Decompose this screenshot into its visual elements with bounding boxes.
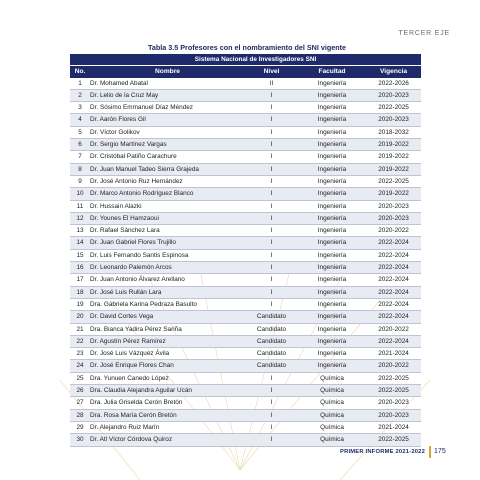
cell-no: 1 (70, 78, 90, 90)
cell-no: 19 (70, 298, 90, 310)
cell-name: Dra. Julia Griselda Cerón Bretón (90, 397, 245, 409)
cell-level: I (245, 286, 298, 298)
table-caption-text: Profesores con el nombramiento del SNI vigente (180, 43, 346, 52)
cell-validity: 2022-2024 (366, 286, 421, 298)
cell-validity: 2019-2022 (366, 188, 421, 200)
cell-faculty: Ingeniería (298, 262, 366, 274)
cell-no: 22 (70, 335, 90, 347)
cell-faculty: Ingeniería (298, 139, 366, 151)
cell-no: 17 (70, 274, 90, 286)
cell-name: Dr. Leonardo Palemón Arcos (90, 262, 245, 274)
cell-faculty: Ingeniería (298, 163, 366, 175)
cell-faculty: Ingeniería (298, 249, 366, 261)
cell-faculty: Ingeniería (298, 225, 366, 237)
cell-name: Dr. Lelio de la Cruz May (90, 89, 245, 101)
cell-level: I (245, 114, 298, 126)
cell-validity: 2020-2022 (366, 323, 421, 335)
sni-table (70, 54, 421, 447)
footer-divider (429, 446, 431, 458)
cell-no: 18 (70, 286, 90, 298)
cell-no: 25 (70, 372, 90, 384)
cell-name: Dr. Víctor Golikov (90, 126, 245, 138)
cell-validity: 2020-2023 (366, 212, 421, 224)
cell-no: 21 (70, 323, 90, 335)
cell-no: 12 (70, 212, 90, 224)
cell-validity: 2021-2024 (366, 348, 421, 360)
column-header-no: No. (70, 66, 90, 78)
cell-no: 15 (70, 249, 90, 261)
cell-faculty: Ingeniería (298, 335, 366, 347)
cell-name: Dr. David Cortes Vega (90, 311, 245, 323)
cell-name: Dr. Juan Manuel Tadeo Sierra Grajeda (90, 163, 245, 175)
table-row (70, 139, 421, 151)
cell-no: 24 (70, 360, 90, 372)
cell-name: Dr. Alejandro Ruiz Marín (90, 421, 245, 433)
cell-faculty: Ingeniería (298, 200, 366, 212)
cell-faculty: Ingeniería (298, 151, 366, 163)
table-caption-label: Tabla 3.5 (148, 43, 179, 52)
table-row (70, 78, 421, 90)
cell-level: II (245, 78, 298, 90)
table-row (70, 126, 421, 138)
table-row (70, 397, 421, 409)
table-row (70, 225, 421, 237)
cell-validity: 2022-2024 (366, 311, 421, 323)
cell-faculty: Ingeniería (298, 114, 366, 126)
cell-faculty: Ingeniería (298, 360, 366, 372)
cell-level: I (245, 89, 298, 101)
cell-faculty: Ingeniería (298, 175, 366, 187)
cell-name: Dr. Aarón Flores Gil (90, 114, 245, 126)
cell-level: I (245, 421, 298, 433)
page-footer (340, 445, 446, 458)
cell-name: Dra. Yunuen Canedo López (90, 372, 245, 384)
cell-validity: 2022-2024 (366, 262, 421, 274)
cell-validity: 2019-2022 (366, 163, 421, 175)
cell-validity: 2020-2023 (366, 114, 421, 126)
column-header-faculty: Facultad (298, 66, 366, 78)
cell-faculty: Ingeniería (298, 274, 366, 286)
cell-no: 4 (70, 114, 90, 126)
cell-validity: 2022-2024 (366, 237, 421, 249)
cell-faculty: Ingeniería (298, 311, 366, 323)
table-row (70, 360, 421, 372)
cell-faculty: Ingeniería (298, 89, 366, 101)
cell-validity: 2022-2025 (366, 385, 421, 397)
table-row (70, 212, 421, 224)
cell-no: 11 (70, 200, 90, 212)
cell-validity: 2020-2023 (366, 89, 421, 101)
table-row (70, 89, 421, 101)
cell-validity: 2018-2032 (366, 126, 421, 138)
cell-validity: 2020-2022 (366, 225, 421, 237)
cell-level: I (245, 262, 298, 274)
cell-validity: 2022-2024 (366, 298, 421, 310)
cell-validity: 2022-2025 (366, 102, 421, 114)
table-row (70, 262, 421, 274)
cell-validity: 2021-2024 (366, 421, 421, 433)
cell-no: 2 (70, 89, 90, 101)
table-row (70, 409, 421, 421)
cell-name: Dr. Sergio Martínez Vargas (90, 139, 245, 151)
cell-name: Dr. Juan Gabriel Flores Trujillo (90, 237, 245, 249)
cell-no: 9 (70, 175, 90, 187)
cell-level: I (245, 237, 298, 249)
cell-no: 29 (70, 421, 90, 433)
cell-name: Dr. José Antonio Ruz Hernández (90, 175, 245, 187)
cell-no: 13 (70, 225, 90, 237)
cell-level: I (245, 434, 298, 446)
cell-no: 27 (70, 397, 90, 409)
cell-level: I (245, 188, 298, 200)
cell-name: Dra. Bianca Yadira Pérez Sariña (90, 323, 245, 335)
cell-validity: 2020-2023 (366, 397, 421, 409)
table-row (70, 237, 421, 249)
cell-level: I (245, 372, 298, 384)
cell-name: Dra. Claudia Alejandra Aguilar Ucán (90, 385, 245, 397)
cell-name: Dr. Younes El Hamzaoui (90, 212, 245, 224)
cell-name: Dr. Cristóbal Patiño Carachure (90, 151, 245, 163)
table-row (70, 385, 421, 397)
cell-level: I (245, 175, 298, 187)
cell-validity: 2022-2025 (366, 372, 421, 384)
table-row (70, 274, 421, 286)
table-row (70, 286, 421, 298)
cell-name: Dr. Sósimo Emmanuel Díaz Méndez (90, 102, 245, 114)
cell-level: I (245, 200, 298, 212)
cell-validity: 2022-2024 (366, 249, 421, 261)
footer-report-label: PRIMER INFORME 2021-2022 (340, 448, 426, 455)
table-row (70, 163, 421, 175)
cell-name: Dr. Marco Antonio Rodríguez Blanco (90, 188, 245, 200)
cell-faculty: Química (298, 385, 366, 397)
cell-level: Candidato (245, 323, 298, 335)
cell-validity: 2022-2025 (366, 434, 421, 446)
cell-name: Dr. Luis Fernando Santis Espinosa (90, 249, 245, 261)
cell-faculty: Química (298, 397, 366, 409)
cell-faculty: Ingeniería (298, 323, 366, 335)
cell-no: 8 (70, 163, 90, 175)
cell-no: 30 (70, 434, 90, 446)
table-row (70, 372, 421, 384)
cell-level: Candidato (245, 360, 298, 372)
cell-name: Dr. Agustín Pérez Ramírez (90, 335, 245, 347)
table-row (70, 114, 421, 126)
table-row (70, 421, 421, 433)
table-row (70, 102, 421, 114)
cell-level: I (245, 298, 298, 310)
cell-level: I (245, 397, 298, 409)
section-label: TERCER EJE (398, 30, 450, 37)
table-band-title: Sistema Nacional de Investigadores SNI (90, 54, 421, 66)
cell-no: 5 (70, 126, 90, 138)
table-row (70, 200, 421, 212)
column-header-level: Nivel (245, 66, 298, 78)
cell-no: 14 (70, 237, 90, 249)
cell-name: Dr. José Luis Vázquez Ávila (90, 348, 245, 360)
cell-validity: 2019-2022 (366, 151, 421, 163)
cell-no: 28 (70, 409, 90, 421)
cell-validity: 2022-2025 (366, 175, 421, 187)
cell-faculty: Química (298, 421, 366, 433)
cell-validity: 2022-2024 (366, 335, 421, 347)
page-number: 175 (434, 448, 446, 455)
cell-level: I (245, 274, 298, 286)
cell-no: 6 (70, 139, 90, 151)
cell-level: I (245, 151, 298, 163)
cell-name: Dr. Mohamed Abatal (90, 78, 245, 90)
cell-level: Candidato (245, 335, 298, 347)
column-header-name: Nombre (90, 66, 245, 78)
cell-name: Dr. Hussain Alazki (90, 200, 245, 212)
table-row (70, 323, 421, 335)
cell-level: I (245, 249, 298, 261)
table-row (70, 249, 421, 261)
cell-level: I (245, 126, 298, 138)
table-row (70, 348, 421, 360)
cell-name: Dra. Rosa María Cerón Bretón (90, 409, 245, 421)
table-caption (70, 43, 480, 52)
cell-faculty: Ingeniería (298, 212, 366, 224)
cell-no: 7 (70, 151, 90, 163)
cell-name: Dr. Atl Víctor Córdova Quiroz (90, 434, 245, 446)
cell-name: Dr. José Enrique Flores Chan (90, 360, 245, 372)
cell-level: I (245, 139, 298, 151)
cell-no: 20 (70, 311, 90, 323)
cell-level: I (245, 163, 298, 175)
cell-no: 26 (70, 385, 90, 397)
cell-level: I (245, 212, 298, 224)
table-body (70, 78, 421, 446)
cell-validity: 2022-2026 (366, 78, 421, 90)
cell-name: Dr. Juan Antonio Álvarez Arellano (90, 274, 245, 286)
cell-faculty: Química (298, 409, 366, 421)
cell-faculty: Ingeniería (298, 348, 366, 360)
cell-validity: 2022-2024 (366, 274, 421, 286)
cell-faculty: Ingeniería (298, 102, 366, 114)
cell-faculty: Ingeniería (298, 126, 366, 138)
table-row (70, 175, 421, 187)
table-row (70, 311, 421, 323)
cell-faculty: Ingeniería (298, 298, 366, 310)
cell-level: I (245, 102, 298, 114)
cell-validity: 2019-2022 (366, 139, 421, 151)
cell-faculty: Ingeniería (298, 188, 366, 200)
cell-no: 3 (70, 102, 90, 114)
table-row (70, 188, 421, 200)
table-row (70, 335, 421, 347)
cell-validity: 2020-2023 (366, 409, 421, 421)
cell-name: Dr. José Luis Rullán Lara (90, 286, 245, 298)
cell-level: I (245, 385, 298, 397)
cell-level: Candidato (245, 311, 298, 323)
cell-no: 10 (70, 188, 90, 200)
table-row (70, 151, 421, 163)
cell-faculty: Ingeniería (298, 78, 366, 90)
table-row (70, 298, 421, 310)
cell-no: 16 (70, 262, 90, 274)
cell-faculty: Química (298, 434, 366, 446)
cell-no: 23 (70, 348, 90, 360)
cell-level: Candidato (245, 348, 298, 360)
column-header-validity: Vigencia (366, 66, 421, 78)
cell-validity: 2020-2023 (366, 200, 421, 212)
cell-name: Dra. Gabriela Karina Pedraza Basulto (90, 298, 245, 310)
cell-name: Dr. Rafael Sánchez Lara (90, 225, 245, 237)
cell-level: I (245, 409, 298, 421)
cell-faculty: Ingeniería (298, 286, 366, 298)
cell-validity: 2020-2022 (366, 360, 421, 372)
cell-faculty: Química (298, 372, 366, 384)
cell-faculty: Ingeniería (298, 237, 366, 249)
cell-level: I (245, 225, 298, 237)
